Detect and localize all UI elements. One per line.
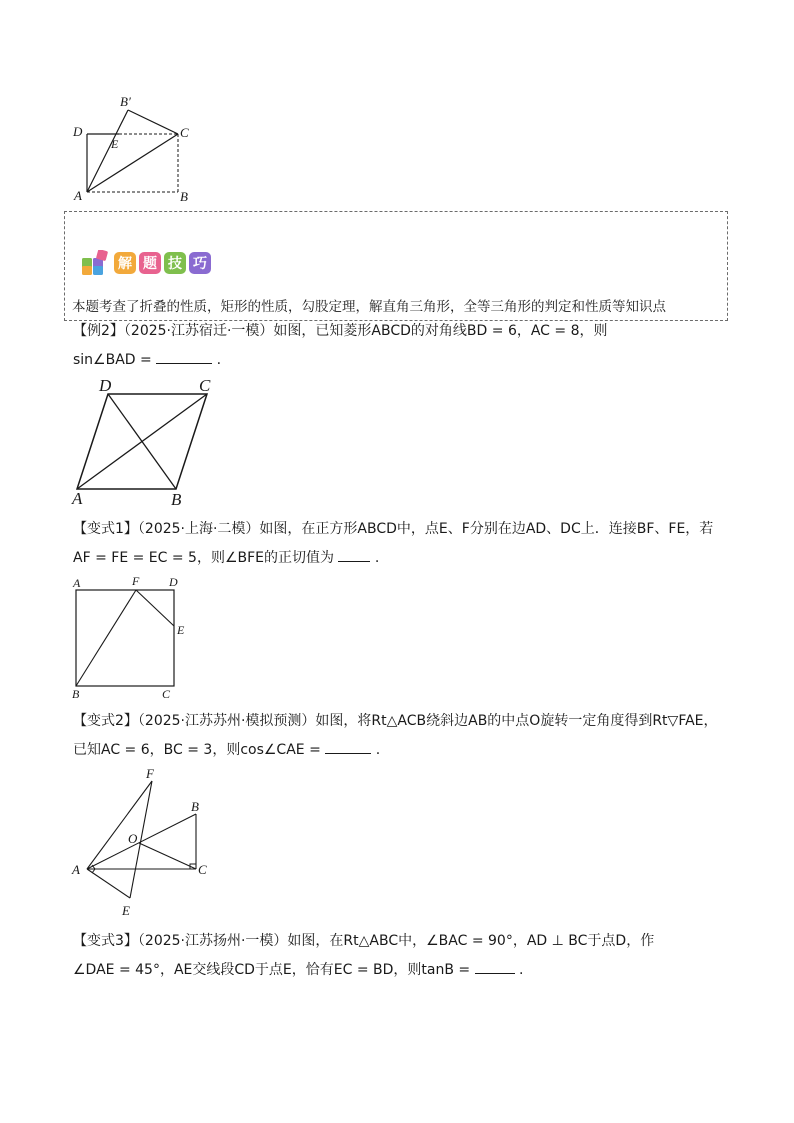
- label-b: B: [191, 799, 199, 814]
- variant-1-expression: AF = FE = EC = 5，则∠BFE的正切值为: [73, 550, 335, 566]
- square-abcd: [76, 590, 174, 686]
- tip-text: 本题考查了折叠的性质，矩形的性质，勾股定理，解直角三角形，全等三角形的判定和性质等知识点: [72, 299, 666, 315]
- label-c: C: [199, 376, 211, 395]
- diagonal-ac: [87, 134, 178, 192]
- label-f: F: [132, 574, 140, 588]
- variant-1-period: .: [374, 550, 380, 566]
- label-c: C: [198, 862, 207, 877]
- square-figure: [68, 572, 198, 704]
- example-2-line-1: 【例2】（2025·江苏宿迁·一模）如图，已知菱形ABCD的对角线BD = 6，AC = 8，则: [73, 323, 608, 339]
- folded-rectangle-figure: [60, 88, 220, 208]
- label-e: E: [177, 623, 185, 637]
- segment-oc: [139, 843, 196, 869]
- label-b: B: [171, 490, 182, 509]
- variant-3-expression: ∠DAE = 45°，AE交线段CD于点E，恰有EC = BD，则tanB =: [73, 962, 471, 978]
- tip-box: [64, 211, 728, 321]
- label-b: B: [72, 687, 80, 701]
- label-b: B: [180, 189, 188, 204]
- example-2-expression: sin∠BAD =: [73, 352, 152, 368]
- answer-blank: [475, 960, 515, 974]
- tip-char-2: 题: [139, 252, 161, 274]
- variant-3-line-2: [73, 960, 524, 979]
- hypotenuse-ab: [87, 814, 196, 869]
- example-2-period: .: [216, 352, 222, 368]
- answer-blank: [338, 548, 370, 562]
- answer-blank: [156, 350, 212, 364]
- side-ab-prime: [87, 110, 128, 192]
- label-d: D: [99, 376, 112, 395]
- label-a: A: [72, 862, 80, 877]
- tip-badge: [81, 250, 211, 276]
- segment-ae: [87, 869, 130, 898]
- variant-2-expression: 已知AC = 6，BC = 3，则cos∠CAE =: [73, 742, 321, 758]
- segment-bf: [76, 590, 136, 686]
- label-d: D: [73, 124, 83, 139]
- label-e: E: [111, 137, 119, 151]
- variant-3-line-1: 【变式3】（2025·江苏扬州·一模）如图，在Rt△ABC中，∠BAC = 90°，AD ⊥ BC于点D，作: [73, 933, 655, 949]
- label-e: E: [122, 903, 130, 918]
- variant-2-period: .: [375, 742, 381, 758]
- segment-fe: [136, 590, 174, 626]
- label-a: A: [72, 489, 83, 508]
- segment-af: [87, 781, 152, 869]
- label-o: O: [128, 831, 138, 846]
- variant-2-line-2: [73, 740, 380, 759]
- variant-3-period: .: [519, 962, 524, 978]
- label-b-prime: B′: [120, 94, 131, 109]
- label-d: D: [169, 575, 178, 589]
- diagonal-ac: [77, 394, 207, 489]
- tip-char-1: 解: [114, 252, 136, 274]
- label-c: C: [180, 125, 189, 140]
- rhombus-figure: [68, 372, 228, 512]
- tip-char-3: 技: [164, 252, 186, 274]
- label-f: F: [146, 766, 154, 781]
- variant-1-line-1: 【变式1】（2025·上海·二模）如图，在正方形ABCD中，点E、F分别在边AD、DC上．连接BF、FE，若: [73, 521, 714, 537]
- answer-blank: [325, 740, 371, 754]
- label-a: A: [74, 188, 82, 203]
- label-c: C: [162, 687, 171, 701]
- tip-char-4: 巧: [189, 252, 211, 274]
- side-b-prime-c: [128, 110, 178, 134]
- rotated-triangles-figure: [66, 762, 226, 922]
- label-a: A: [73, 576, 81, 590]
- puzzle-icon: [81, 250, 111, 276]
- variant-2-line-1: 【变式2】（2025·江苏苏州·模拟预测）如图，将Rt△ACB绕斜边AB的中点O旋转一定角度得到Rt▽FAE，: [73, 713, 718, 729]
- variant-1-line-2: [73, 548, 379, 567]
- example-2-line-2: [73, 350, 221, 369]
